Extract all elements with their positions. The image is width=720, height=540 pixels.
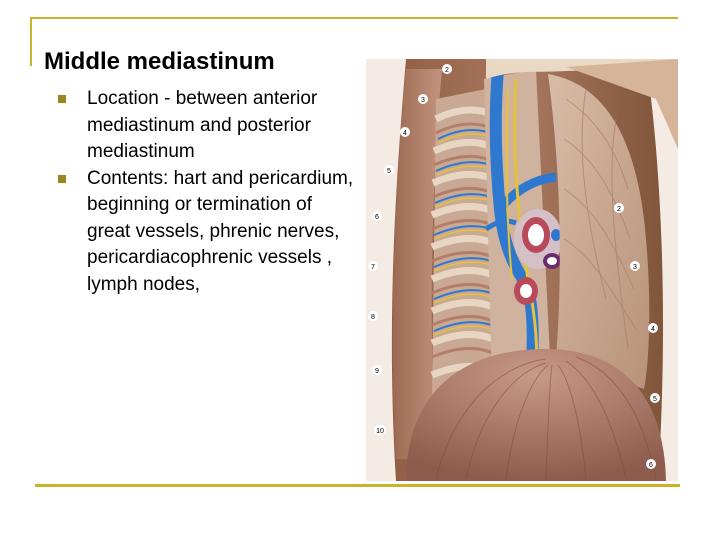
rib-label-3-left bbox=[418, 94, 428, 104]
bullet-text-contents: Contents: hart and pericardium, beginning or termination of great vessels, phrenic nerves, pericardiacophrenic vessels , lymph nodes, bbox=[87, 167, 354, 295]
rib-label-4-right bbox=[648, 323, 658, 333]
rib-label-8-left bbox=[368, 311, 378, 321]
rib-label-5-left bbox=[384, 165, 394, 175]
rib-label-2-right bbox=[614, 203, 624, 213]
svg-text:8: 8 bbox=[371, 314, 375, 321]
bullet-item-contents bbox=[58, 166, 358, 299]
rib-label-3-right bbox=[630, 261, 640, 271]
anatomy-drawing bbox=[366, 59, 678, 481]
svg-text:4: 4 bbox=[651, 326, 655, 333]
svg-text:3: 3 bbox=[633, 264, 637, 271]
svg-text:2: 2 bbox=[617, 206, 621, 213]
rib-label-2-left bbox=[442, 64, 452, 74]
slide-frame-bottom-line bbox=[35, 484, 680, 487]
bullet-item-location bbox=[58, 86, 358, 166]
square-bullet-icon bbox=[58, 95, 66, 103]
square-bullet-icon bbox=[58, 175, 66, 183]
svg-text:6: 6 bbox=[375, 214, 379, 221]
rib-label-6-right bbox=[646, 459, 656, 469]
mediastinum-anatomy-illustration bbox=[366, 59, 678, 481]
bullet-list bbox=[58, 86, 358, 298]
rib-label-6-left bbox=[372, 211, 382, 221]
svg-text:5: 5 bbox=[653, 396, 657, 403]
svg-text:4: 4 bbox=[403, 130, 407, 137]
rib-label-5-right bbox=[650, 393, 660, 403]
svg-text:9: 9 bbox=[375, 368, 379, 375]
rib-label-7-left bbox=[368, 261, 378, 271]
svg-text:5: 5 bbox=[387, 168, 391, 175]
svg-text:10: 10 bbox=[376, 428, 384, 435]
slide-frame-left-line bbox=[30, 17, 32, 66]
slide-frame-top-line bbox=[30, 17, 678, 19]
rib-label-4-left bbox=[400, 127, 410, 137]
rib-label-9-left bbox=[372, 365, 382, 375]
slide-title: Middle mediastinum bbox=[44, 48, 275, 75]
bullet-text-location: Location - between anterior mediastinum and posterior mediastinum bbox=[87, 88, 318, 162]
rib-label-10-left bbox=[374, 425, 386, 435]
svg-text:6: 6 bbox=[649, 462, 653, 469]
svg-text:7: 7 bbox=[371, 264, 375, 271]
svg-text:3: 3 bbox=[421, 97, 425, 104]
svg-text:2: 2 bbox=[445, 67, 449, 74]
